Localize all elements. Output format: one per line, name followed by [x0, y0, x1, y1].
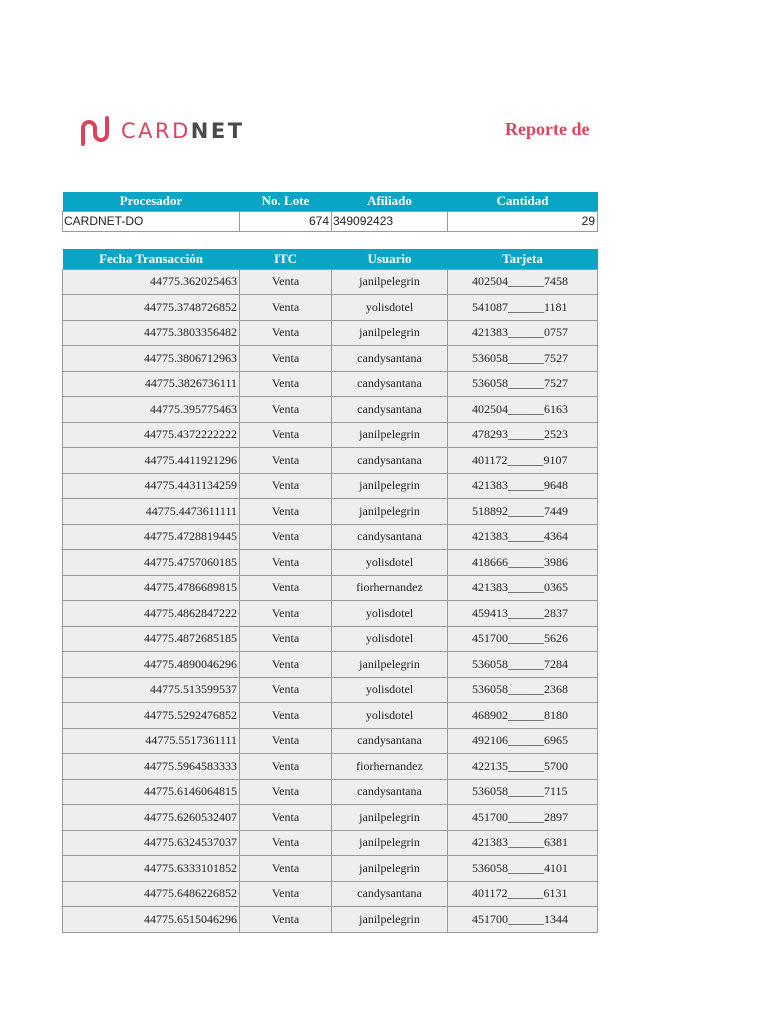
cell-itc: Venta [240, 499, 332, 525]
table-row [63, 728, 598, 754]
cell-tarjeta: 536058______7527 [448, 371, 598, 397]
transactions-header-itc: ITC [240, 249, 332, 269]
cell-tarjeta: 536058______7527 [448, 346, 598, 372]
cell-usuario: janilpelegrin [332, 805, 448, 831]
cell-fecha: 44775.5292476852 [63, 703, 240, 729]
table-row [63, 422, 598, 448]
transactions-header-usuario: Usuario [332, 249, 448, 269]
cell-tarjeta: 421383______9648 [448, 473, 598, 499]
cell-tarjeta: 451700______2897 [448, 805, 598, 831]
table-row [63, 907, 598, 933]
table-row [63, 524, 598, 550]
cell-itc: Venta [240, 779, 332, 805]
cell-itc: Venta [240, 371, 332, 397]
cell-fecha: 44775.5964583333 [63, 754, 240, 780]
cell-tarjeta: 421383______0365 [448, 575, 598, 601]
transactions-header-fecha: Fecha Transacción [63, 249, 240, 269]
cell-usuario: janilpelegrin [332, 830, 448, 856]
brand-name-card: CARD [121, 118, 191, 143]
cell-itc: Venta [240, 856, 332, 882]
table-row [63, 550, 598, 576]
table-row [63, 320, 598, 346]
cell-tarjeta: 541087______1181 [448, 295, 598, 321]
cell-fecha: 44775.395775463 [63, 397, 240, 423]
cell-fecha: 44775.4431134259 [63, 473, 240, 499]
cell-fecha: 44775.513599537 [63, 677, 240, 703]
table-row [63, 473, 598, 499]
table-row [63, 295, 598, 321]
cell-tarjeta: 401172______6131 [448, 881, 598, 907]
table-row [63, 856, 598, 882]
cell-usuario: yolisdotel [332, 677, 448, 703]
cell-fecha: 44775.6486226852 [63, 881, 240, 907]
table-row [63, 371, 598, 397]
cell-itc: Venta [240, 550, 332, 576]
cell-tarjeta: 421383______4364 [448, 524, 598, 550]
table-row [63, 652, 598, 678]
cell-itc: Venta [240, 881, 332, 907]
cell-fecha: 44775.362025463 [63, 269, 240, 295]
table-row [63, 677, 598, 703]
table-row [63, 397, 598, 423]
cell-itc: Venta [240, 397, 332, 423]
brand-logo [79, 114, 245, 148]
cell-usuario: candysantana [332, 371, 448, 397]
table-row [63, 448, 598, 474]
cell-fecha: 44775.4862847222 [63, 601, 240, 627]
cell-itc: Venta [240, 728, 332, 754]
cell-itc: Venta [240, 320, 332, 346]
cell-tarjeta: 492106______6965 [448, 728, 598, 754]
transactions-table [62, 249, 598, 933]
cell-itc: Venta [240, 448, 332, 474]
summary-afiliado: 349092423 [332, 211, 448, 231]
summary-lote: 674 [240, 211, 332, 231]
cell-itc: Venta [240, 830, 332, 856]
table-row [63, 575, 598, 601]
cell-usuario: candysantana [332, 779, 448, 805]
table-row [63, 626, 598, 652]
cell-usuario: yolisdotel [332, 295, 448, 321]
cell-tarjeta: 451700______5626 [448, 626, 598, 652]
cell-usuario: janilpelegrin [332, 269, 448, 295]
cell-usuario: janilpelegrin [332, 499, 448, 525]
summary-header-lote: No. Lote [240, 192, 332, 211]
cell-itc: Venta [240, 473, 332, 499]
cell-tarjeta: 518892______7449 [448, 499, 598, 525]
cell-tarjeta: 536058______7284 [448, 652, 598, 678]
summary-header-cantidad: Cantidad [448, 192, 598, 211]
cell-usuario: yolisdotel [332, 601, 448, 627]
cell-usuario: yolisdotel [332, 703, 448, 729]
table-row [63, 269, 598, 295]
cell-usuario: yolisdotel [332, 626, 448, 652]
cell-usuario: janilpelegrin [332, 652, 448, 678]
cell-tarjeta: 451700______1344 [448, 907, 598, 933]
cell-usuario: candysantana [332, 728, 448, 754]
cell-fecha: 44775.4728819445 [63, 524, 240, 550]
cardnet-wave-icon [79, 114, 115, 148]
summary-header-afiliado: Afiliado [332, 192, 448, 211]
cell-itc: Venta [240, 907, 332, 933]
cell-fecha: 44775.3826736111 [63, 371, 240, 397]
table-row [63, 881, 598, 907]
cell-tarjeta: 536058______4101 [448, 856, 598, 882]
cell-fecha: 44775.3803356482 [63, 320, 240, 346]
cell-itc: Venta [240, 805, 332, 831]
cell-usuario: fiorhernandez [332, 754, 448, 780]
cell-tarjeta: 402504______7458 [448, 269, 598, 295]
transactions-header-row [63, 249, 598, 269]
cell-usuario: candysantana [332, 448, 448, 474]
summary-table [62, 192, 598, 232]
cell-itc: Venta [240, 652, 332, 678]
table-row [63, 805, 598, 831]
cell-usuario: candysantana [332, 881, 448, 907]
summary-cantidad: 29 [448, 211, 598, 231]
cell-itc: Venta [240, 269, 332, 295]
cell-fecha: 44775.4411921296 [63, 448, 240, 474]
cell-fecha: 44775.6515046296 [63, 907, 240, 933]
cell-itc: Venta [240, 703, 332, 729]
transactions-body [63, 269, 598, 932]
cell-tarjeta: 402504______6163 [448, 397, 598, 423]
table-row [63, 499, 598, 525]
cell-tarjeta: 459413______2837 [448, 601, 598, 627]
cell-tarjeta: 536058______7115 [448, 779, 598, 805]
cell-itc: Venta [240, 422, 332, 448]
cell-fecha: 44775.4757060185 [63, 550, 240, 576]
cell-usuario: janilpelegrin [332, 473, 448, 499]
report-title: Reporte de [505, 119, 590, 139]
cell-fecha: 44775.6324537037 [63, 830, 240, 856]
cell-itc: Venta [240, 601, 332, 627]
table-row [63, 703, 598, 729]
cell-itc: Venta [240, 626, 332, 652]
cell-fecha: 44775.5517361111 [63, 728, 240, 754]
cell-tarjeta: 536058______2368 [448, 677, 598, 703]
cell-itc: Venta [240, 295, 332, 321]
cell-usuario: janilpelegrin [332, 856, 448, 882]
cell-usuario: candysantana [332, 397, 448, 423]
cell-usuario: yolisdotel [332, 550, 448, 576]
cell-itc: Venta [240, 346, 332, 372]
table-row [63, 601, 598, 627]
cell-itc: Venta [240, 524, 332, 550]
table-row [63, 754, 598, 780]
brand-name-net: NET [190, 118, 245, 143]
cell-fecha: 44775.6333101852 [63, 856, 240, 882]
summary-procesador: CARDNET-DO [63, 211, 240, 231]
cell-fecha: 44775.4372222222 [63, 422, 240, 448]
cell-tarjeta: 421383______6381 [448, 830, 598, 856]
table-row [63, 346, 598, 372]
cell-usuario: janilpelegrin [332, 422, 448, 448]
cell-usuario: candysantana [332, 346, 448, 372]
cell-tarjeta: 468902______8180 [448, 703, 598, 729]
table-row [63, 779, 598, 805]
summary-header-procesador: Procesador [63, 192, 240, 211]
cell-tarjeta: 421383______0757 [448, 320, 598, 346]
cell-fecha: 44775.4786689815 [63, 575, 240, 601]
cell-tarjeta: 478293______2523 [448, 422, 598, 448]
cell-tarjeta: 401172______9107 [448, 448, 598, 474]
cell-itc: Venta [240, 575, 332, 601]
cell-tarjeta: 418666______3986 [448, 550, 598, 576]
brand-name [121, 118, 245, 143]
cell-fecha: 44775.3806712963 [63, 346, 240, 372]
cell-usuario: janilpelegrin [332, 907, 448, 933]
table-row [63, 830, 598, 856]
cell-fecha: 44775.4473611111 [63, 499, 240, 525]
cell-usuario: fiorhernandez [332, 575, 448, 601]
cell-itc: Venta [240, 677, 332, 703]
cell-fecha: 44775.6146064815 [63, 779, 240, 805]
cell-usuario: janilpelegrin [332, 320, 448, 346]
summary-row [63, 211, 598, 231]
cell-fecha: 44775.3748726852 [63, 295, 240, 321]
cell-fecha: 44775.6260532407 [63, 805, 240, 831]
cell-fecha: 44775.4890046296 [63, 652, 240, 678]
cell-itc: Venta [240, 754, 332, 780]
cell-tarjeta: 422135______5700 [448, 754, 598, 780]
cell-fecha: 44775.4872685185 [63, 626, 240, 652]
cell-usuario: candysantana [332, 524, 448, 550]
transactions-header-tarjeta: Tarjeta [448, 249, 598, 269]
summary-header-row [63, 192, 598, 211]
